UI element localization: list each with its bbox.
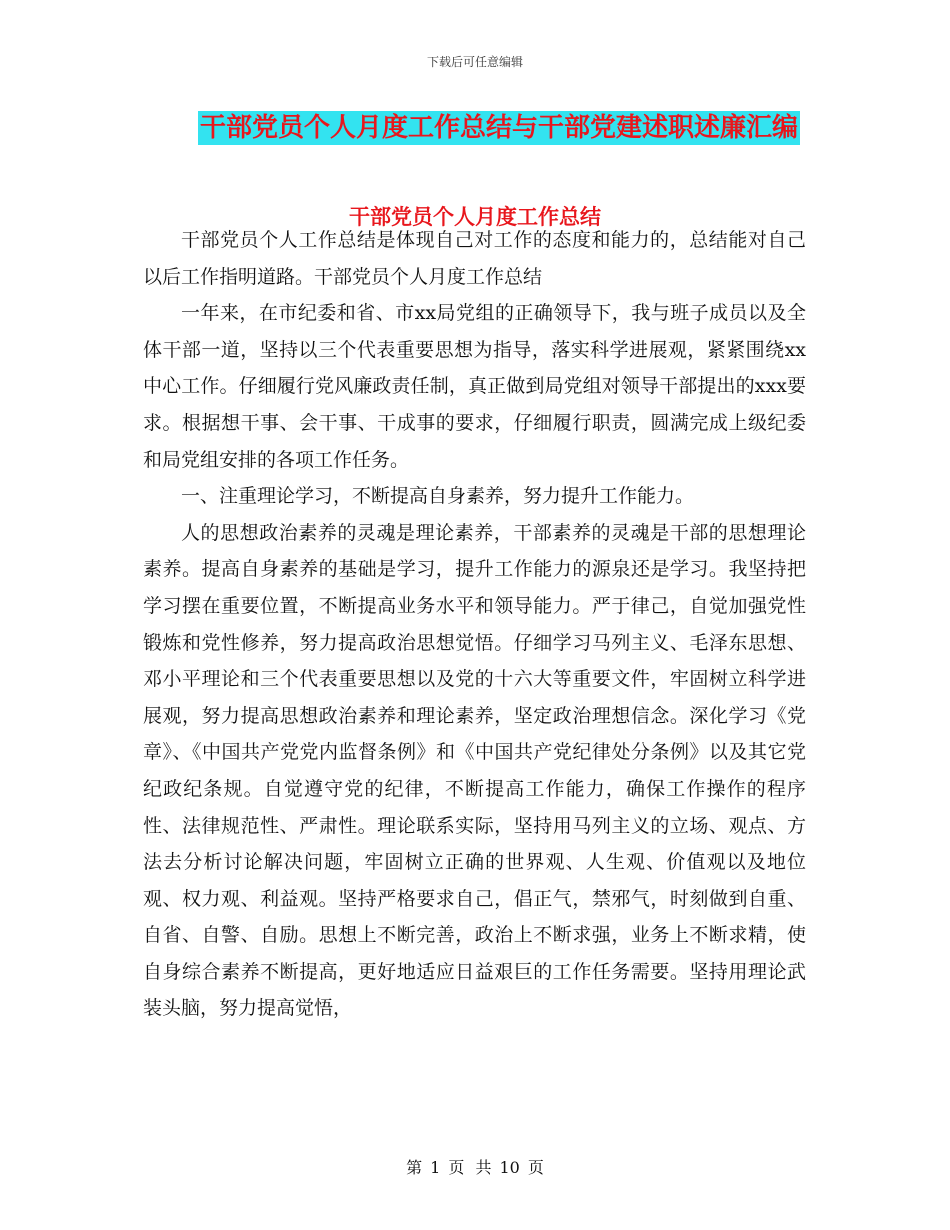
header-note: 下载后可任意编辑	[426, 55, 523, 69]
paragraph-heading-1: 一、注重理论学习，不断提高自身素养，努力提升工作能力。	[181, 485, 695, 508]
paragraph-theory-study: 人的思想政治素养的灵魂是理论素养，干部素养的灵魂是干部的思想理论素养。提高自身素养的基础是学习，提升工作能力的源泉还是学习。我坚持把学习摆在重要位置，不断提高业务水平和领导能力。严于律己，自觉加强党性锻炼和党性修养，努力提高政治思想觉悟。仔细学习马列主义、毛泽东思想、邓小平理论和三个代表重要思想以及党的十六大等重要文件，牢固树立科学进展观，努力提高思想政治素养和理论素养，坚定政治理想信念。深化学习《党章》、《中国共产党党内监督条例》和《中国共产党纪律处分条例》以及其它党纪政纪条规。自觉遵守党的纪律，不断提高工作能力，确保工作操作的程序性、法律规范性、严肃性。理论联系实际，坚持用马列主义的立场、观点、方法去分析讨论解决问题，牢固树立正确的世界观、人生观、价值观以及地位观、权力观、利益观。坚持严格要求自己，倡正气，禁邪气，时刻做到自重、自省、自警、自励。思想上不断完善，政治上不断求强，业务上不断求精，使自身综合素养不断提高，更好地适应日益艰巨的工作任务需要。坚持用理论武装头脑，努力提高觉悟，	[143, 521, 806, 1020]
footer-prefix: 第	[406, 1158, 423, 1177]
footer-total-pages: 10	[499, 1158, 520, 1177]
document-body	[143, 222, 806, 1027]
paragraph-intro: 干部党员个人工作总结是体现自己对工作的态度和能力的，总结能对自己以后工作指明道路。干部党员个人月度工作总结	[143, 229, 806, 288]
paragraph-overview: 一年来，在市纪委和省、市xx局党组的正确领导下，我与班子成员以及全体干部一道，坚持以三个代表重要思想为指导，落实科学进展观，紧紧围绕xx中心工作。仔细履行党风廉政责任制，真正做到局党组对领导干部提出的xxx要求。根据想干事、会干事、干成事的要求，仔细履行职责，圆满完成上级纪委和局党组安排的各项工作任务。	[143, 302, 806, 471]
footer-page-number: 1	[430, 1158, 441, 1177]
footer-middle: 页 共	[448, 1158, 492, 1177]
main-title-container	[0, 111, 950, 145]
footer-suffix: 页	[527, 1158, 544, 1177]
main-title: 干部党员个人月度工作总结与干部党建述职述廉汇编	[199, 113, 798, 143]
page-footer	[0, 1155, 950, 1178]
section-title: 干部党员个人月度工作总结	[349, 205, 601, 229]
